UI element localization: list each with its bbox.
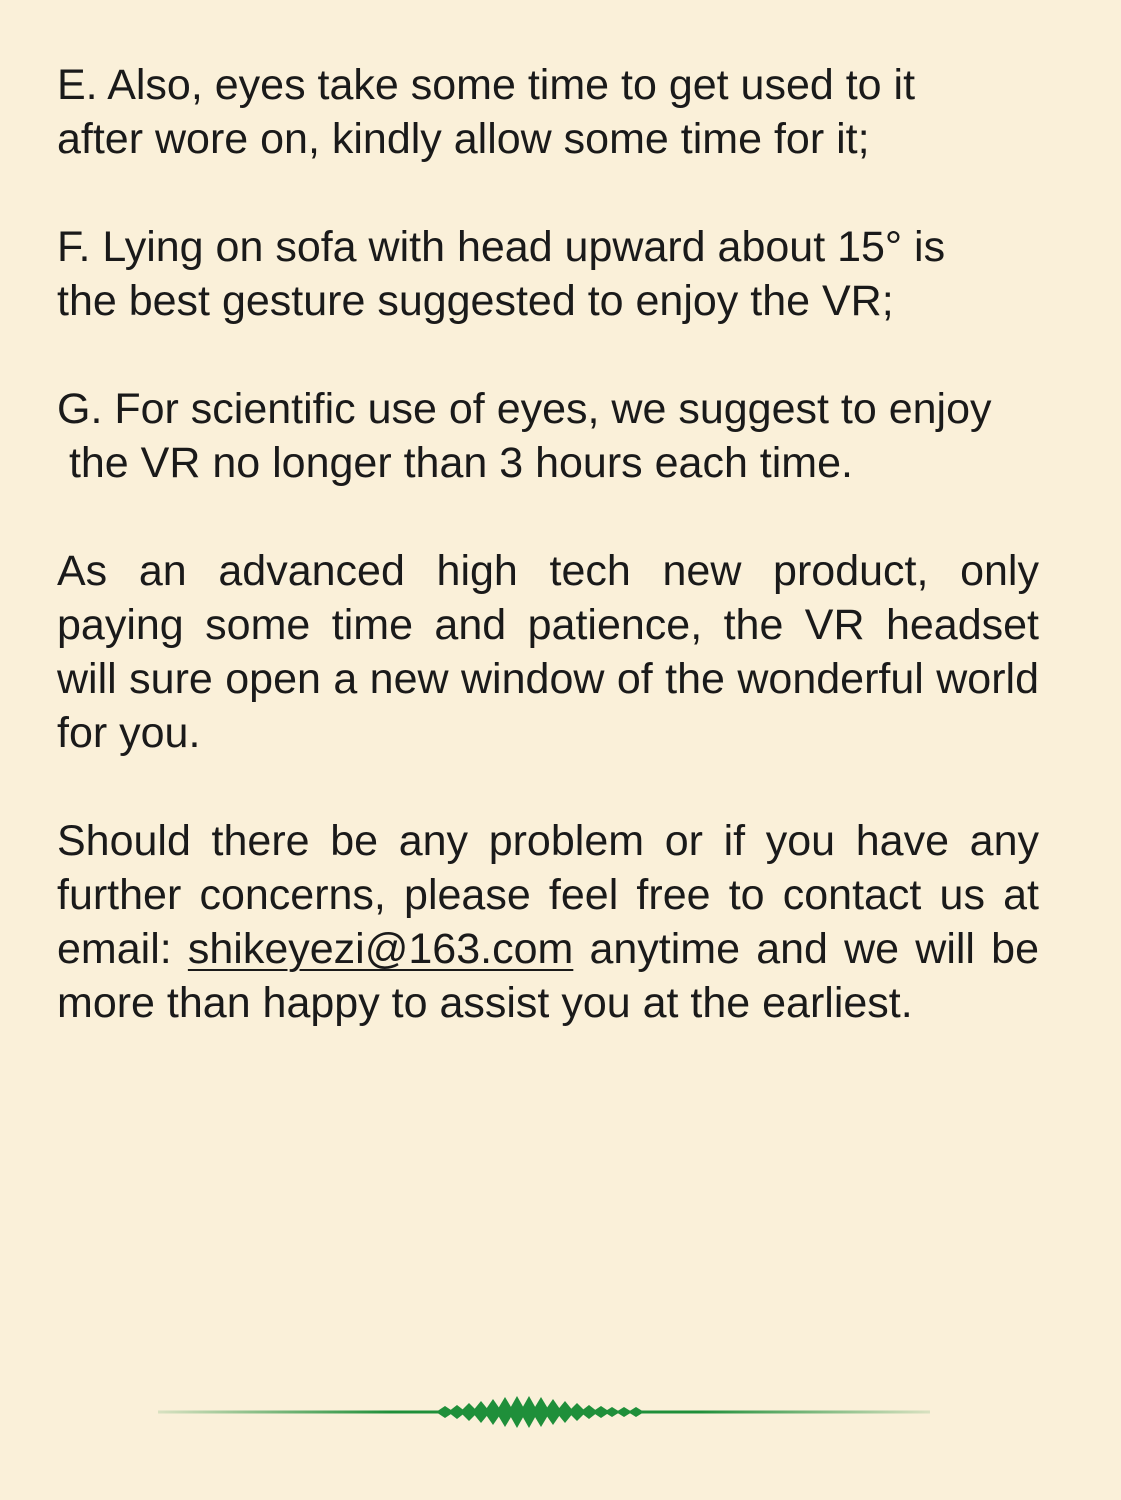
divider-diamonds <box>436 1396 644 1428</box>
note-g <box>57 382 1039 490</box>
contact-paragraph <box>57 814 1039 1030</box>
contact-text-after: anytime and we will be more than happy to assist you at the earliest. <box>57 925 1039 1027</box>
note-e-line2: after wore on, kindly allow some time for it; <box>57 115 870 163</box>
contact-text-before: Should there be any problem or if you have any further concerns, please feel free to contact us at email: <box>57 817 1039 973</box>
note-g-line2: the VR no longer than 3 hours each time. <box>57 439 853 487</box>
instructions-text <box>57 58 1039 1084</box>
note-e <box>57 58 1039 166</box>
note-f-line1: F. Lying on sofa with head upward about 15° is <box>57 223 946 271</box>
decorative-divider-icon <box>158 1392 930 1432</box>
note-f-line2: the best gesture suggested to enjoy the VR; <box>57 277 894 325</box>
note-f <box>57 220 1039 328</box>
contact-email-link[interactable]: shikeyezi@163.com <box>187 925 574 973</box>
closing-paragraph: As an advanced high tech new product, only paying some time and patience, the VR headset will sure open a new window of the wonderful world for you. <box>57 547 1039 757</box>
note-g-line1: G. For scientific use of eyes, we suggest to enjoy <box>57 385 992 433</box>
note-e-line1: E. Also, eyes take some time to get used to it <box>57 61 916 109</box>
